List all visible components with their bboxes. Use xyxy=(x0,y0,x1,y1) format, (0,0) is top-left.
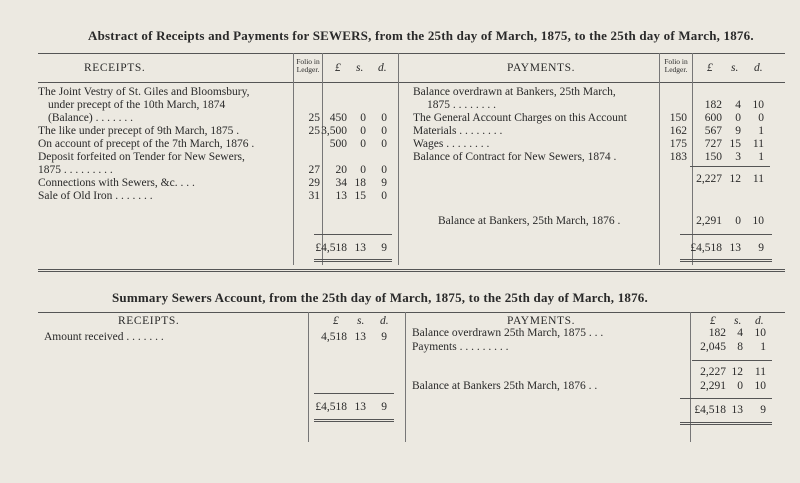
receipt-text: The like under precept of 9th March, 1875 . xyxy=(38,125,240,137)
receipt-shillings: 0 xyxy=(360,138,366,150)
payments-total-pence: 9 xyxy=(758,242,764,254)
payment-folio: 150 xyxy=(669,112,687,124)
summary-payment-pounds: 182 xyxy=(708,327,726,339)
summary-payments-total-shillings: 13 xyxy=(731,404,743,416)
rcpt-folio-rule xyxy=(293,53,294,265)
receipt-pounds: 3,500 xyxy=(321,125,347,137)
summary-payments-total-rule xyxy=(680,398,772,399)
payments-total-shillings: 13 xyxy=(729,242,741,254)
payments-subtotal-rule xyxy=(690,166,770,167)
abstract-top-rule xyxy=(38,53,785,54)
receipt-text: 1875 . . . . . . . . . xyxy=(38,164,113,176)
summary-receipts-shilling-header: s. xyxy=(357,315,365,327)
receipt-shillings: 0 xyxy=(360,164,366,176)
payment-pence: 10 xyxy=(752,99,764,111)
payments-folio-header: Folio in Ledger. xyxy=(664,57,688,74)
receipt-pence: 0 xyxy=(381,112,387,124)
summary-receipt-pounds: 4,518 xyxy=(321,331,347,343)
receipt-folio: 31 xyxy=(308,190,320,202)
receipts-shilling-header: s. xyxy=(356,62,364,74)
summary-payments-shilling-header: s. xyxy=(734,315,742,327)
payments-pound-header: £ xyxy=(707,62,713,74)
summary-payments-header: PAYMENTS. xyxy=(507,315,576,327)
payments-subtotal-pence: 11 xyxy=(752,173,764,185)
payments-subtotal-shillings: 12 xyxy=(729,173,741,185)
summary-bank-balance-pence: 10 xyxy=(754,380,766,392)
summary-payment-pence: 10 xyxy=(754,327,766,339)
summary-payments-pence-header: d. xyxy=(755,315,764,327)
payments-subtotal-pounds: 2,227 xyxy=(696,173,722,185)
payments-total-pounds: £4,518 xyxy=(690,242,722,254)
summary-receipts-total-shillings: 13 xyxy=(354,401,366,413)
receipt-pounds: 13 xyxy=(335,190,347,202)
summary-receipt-shillings: 13 xyxy=(354,331,366,343)
summary-payments-total-pounds: £4,518 xyxy=(694,404,726,416)
receipts-total-double-rule xyxy=(314,259,392,260)
summary-payment-pence: 1 xyxy=(760,341,766,353)
summary-center-rule xyxy=(405,312,406,442)
abstract-title: Abstract of Receipts and Payments for SEWERS, from the 25th day of March, 1875, to the 25th day of March, 1876. xyxy=(88,28,754,43)
payment-text: Balance of Contract for New Sewers, 1874 . xyxy=(413,151,617,163)
summary-payment-pounds: 2,045 xyxy=(700,341,726,353)
payments-total-rule xyxy=(680,234,772,235)
payment-folio: 175 xyxy=(669,138,687,150)
payment-pence: 1 xyxy=(758,125,764,137)
receipt-text: On account of precept of the 7th March, 1876 . xyxy=(38,138,255,150)
receipt-text: Deposit forfeited on Tender for New Sewers, xyxy=(38,151,245,163)
summary-payments-subtotal-pounds: 2,227 xyxy=(700,366,726,378)
receipt-shillings: 18 xyxy=(354,177,366,189)
payment-pounds: 567 xyxy=(704,125,722,137)
receipts-folio-header: Folio in Ledger. xyxy=(296,57,320,74)
receipt-pence: 0 xyxy=(381,190,387,202)
summary-receipt-pence: 9 xyxy=(381,331,387,343)
section-separator xyxy=(38,269,785,270)
summary-payment-shillings: 8 xyxy=(737,341,743,353)
payment-pence: 11 xyxy=(752,138,764,150)
payment-text: The General Account Charges on this Account xyxy=(413,112,627,124)
summary-payments-subtotal-rule xyxy=(692,360,772,361)
summary-payment-text: Balance overdrawn 25th March, 1875 . . . xyxy=(412,327,604,339)
receipt-text: Sale of Old Iron . . . . . . . xyxy=(38,190,153,202)
payment-pounds: 727 xyxy=(704,138,722,150)
summary-receipts-total-pounds: £4,518 xyxy=(315,401,347,413)
summary-payments-pound-header: £ xyxy=(710,315,716,327)
summary-receipts-total-double-rule xyxy=(314,419,394,420)
payment-folio: 183 xyxy=(669,151,687,163)
summary-receipts-header: RECEIPTS. xyxy=(118,315,180,327)
summary-payments-total-pence: 9 xyxy=(760,404,766,416)
receipts-total-pence: 9 xyxy=(381,242,387,254)
receipt-text: (Balance) . . . . . . . xyxy=(48,112,133,124)
payment-text: 1875 . . . . . . . . xyxy=(427,99,496,111)
payment-pounds: 600 xyxy=(704,112,722,124)
receipt-pounds: 500 xyxy=(329,138,347,150)
summary-bank-balance-shillings: 0 xyxy=(737,380,743,392)
payments-pence-header: d. xyxy=(754,62,763,74)
abstract-header-rule xyxy=(38,82,785,83)
receipt-shillings: 0 xyxy=(360,112,366,124)
payments-total-double-rule xyxy=(680,259,772,260)
bank-balance-pounds: 2,291 xyxy=(696,215,722,227)
receipt-pounds: 34 xyxy=(335,177,347,189)
receipt-pence: 0 xyxy=(381,125,387,137)
summary-payment-shillings: 4 xyxy=(737,327,743,339)
receipt-pence: 9 xyxy=(381,177,387,189)
payment-pounds: 150 xyxy=(704,151,722,163)
payment-pence: 0 xyxy=(758,112,764,124)
summary-payment-text: Payments . . . . . . . . . xyxy=(412,341,509,353)
payments-total-double-rule xyxy=(680,261,772,262)
receipt-shillings: 0 xyxy=(360,125,366,137)
payment-shillings: 9 xyxy=(735,125,741,137)
receipts-header: RECEIPTS. xyxy=(84,62,146,74)
payments-header: PAYMENTS. xyxy=(507,62,576,74)
receipts-total-rule xyxy=(314,234,392,235)
payment-text: Wages . . . . . . . . xyxy=(413,138,490,150)
receipts-pence-header: d. xyxy=(378,62,387,74)
bank-balance-pence: 10 xyxy=(752,215,764,227)
summary-bank-balance-label: Balance at Bankers 25th March, 1876 . . xyxy=(412,380,598,392)
receipts-total-shillings: 13 xyxy=(354,242,366,254)
receipt-folio: 25 xyxy=(308,125,320,137)
receipt-pence: 0 xyxy=(381,138,387,150)
receipt-text: The Joint Vestry of St. Giles and Bloomsbury, xyxy=(38,86,250,98)
summary-receipts-pound-header: £ xyxy=(333,315,339,327)
bank-balance-label: Balance at Bankers, 25th March, 1876 . xyxy=(438,215,621,227)
summary-receipts-pence-header: d. xyxy=(380,315,389,327)
summary-receipts-total-double-rule xyxy=(314,421,394,422)
receipt-pounds: 20 xyxy=(335,164,347,176)
center-rule xyxy=(398,53,399,265)
receipt-folio: 25 xyxy=(308,112,320,124)
payment-shillings: 3 xyxy=(735,151,741,163)
receipts-total-pounds: £4,518 xyxy=(315,242,347,254)
summary-receipts-total-pence: 9 xyxy=(381,401,387,413)
payments-shilling-header: s. xyxy=(731,62,739,74)
payment-shillings: 4 xyxy=(735,99,741,111)
section-separator xyxy=(38,271,785,272)
payment-text: Balance overdrawn at Bankers, 25th March, xyxy=(413,86,616,98)
bank-balance-shillings: 0 xyxy=(735,215,741,227)
receipt-text: under precept of the 10th March, 1874 xyxy=(48,99,226,111)
payment-shillings: 15 xyxy=(729,138,741,150)
receipt-text: Connections with Sewers, &c. . . . xyxy=(38,177,195,189)
receipt-pence: 0 xyxy=(381,164,387,176)
receipts-pound-header: £ xyxy=(335,62,341,74)
summary-payments-subtotal-pence: 11 xyxy=(754,366,766,378)
receipt-shillings: 15 xyxy=(354,190,366,202)
receipts-total-double-rule xyxy=(314,261,392,262)
payment-folio: 162 xyxy=(669,125,687,137)
payment-pounds: 182 xyxy=(704,99,722,111)
summary-receipts-total-rule xyxy=(314,393,394,394)
summary-bank-balance-pounds: 2,291 xyxy=(700,380,726,392)
payment-shillings: 0 xyxy=(735,112,741,124)
summary-title: Summary Sewers Account, from the 25th day of March, 1875, to the 25th day of March, 1876. xyxy=(112,290,648,305)
summary-top-rule xyxy=(38,312,785,313)
summary-payments-total-double-rule xyxy=(680,424,772,425)
payment-text: Materials . . . . . . . . xyxy=(413,125,503,137)
summary-receipt-text: Amount received . . . . . . . xyxy=(44,331,164,343)
payment-pence: 1 xyxy=(758,151,764,163)
summary-payments-subtotal-shillings: 12 xyxy=(731,366,743,378)
receipt-pounds: 450 xyxy=(329,112,347,124)
receipt-folio: 29 xyxy=(308,177,320,189)
receipt-folio: 27 xyxy=(308,164,320,176)
summary-payments-total-double-rule xyxy=(680,422,772,423)
